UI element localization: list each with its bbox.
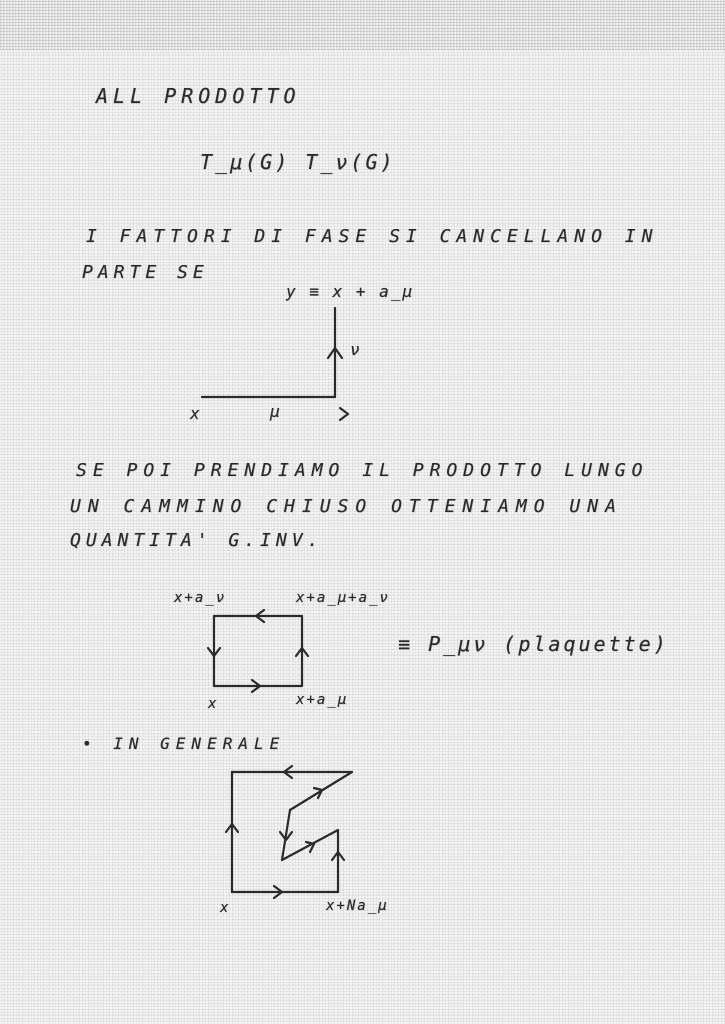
- figure-plaquette: [200, 606, 320, 698]
- figure-general-path: [210, 760, 380, 910]
- heading-all-prodotto: ALL PRODOTTO: [96, 84, 301, 108]
- text-phase-factors: I FATTORI DI FASE SI CANCELLANO IN: [86, 226, 659, 247]
- formula-y-equals: y ≡ x + a_μ: [286, 282, 414, 301]
- text-gauge-invariant: QUANTITA' G.INV.: [70, 530, 324, 551]
- fig2-label-top-right: x+a_μ+a_ν: [296, 590, 390, 606]
- fig2-label-bottom-left: x: [208, 696, 222, 712]
- fig3-label-bottom-left: x: [220, 900, 234, 916]
- fig2-label-top-left: x+a_ν: [174, 590, 227, 606]
- fig1-label-nu: ν: [350, 340, 365, 359]
- fig1-label-x: x: [190, 404, 205, 423]
- fig2-label-bottom-right: x+a_μ: [296, 692, 349, 708]
- formula-phase-product: T_μ(G) T_ν(G): [200, 150, 396, 174]
- fig1-corner-tick-icon: [340, 408, 348, 420]
- text-closed-path-2: UN CAMMINO CHIUSO OTTENIAMO UNA: [70, 496, 623, 517]
- fig1-label-mu: μ: [270, 402, 285, 421]
- text-in-generale: • IN GENERALE: [82, 734, 286, 753]
- fig3-label-bottom-right: x+Na_μ: [326, 898, 389, 914]
- text-parte-se: PARTE SE: [82, 262, 209, 283]
- scan-top-edge: [0, 0, 725, 50]
- fig2-plaquette-result: ≡ P_μν (plaquette): [398, 632, 669, 656]
- text-closed-path-1: SE POI PRENDIAMO IL PRODOTTO LUNGO: [76, 460, 649, 481]
